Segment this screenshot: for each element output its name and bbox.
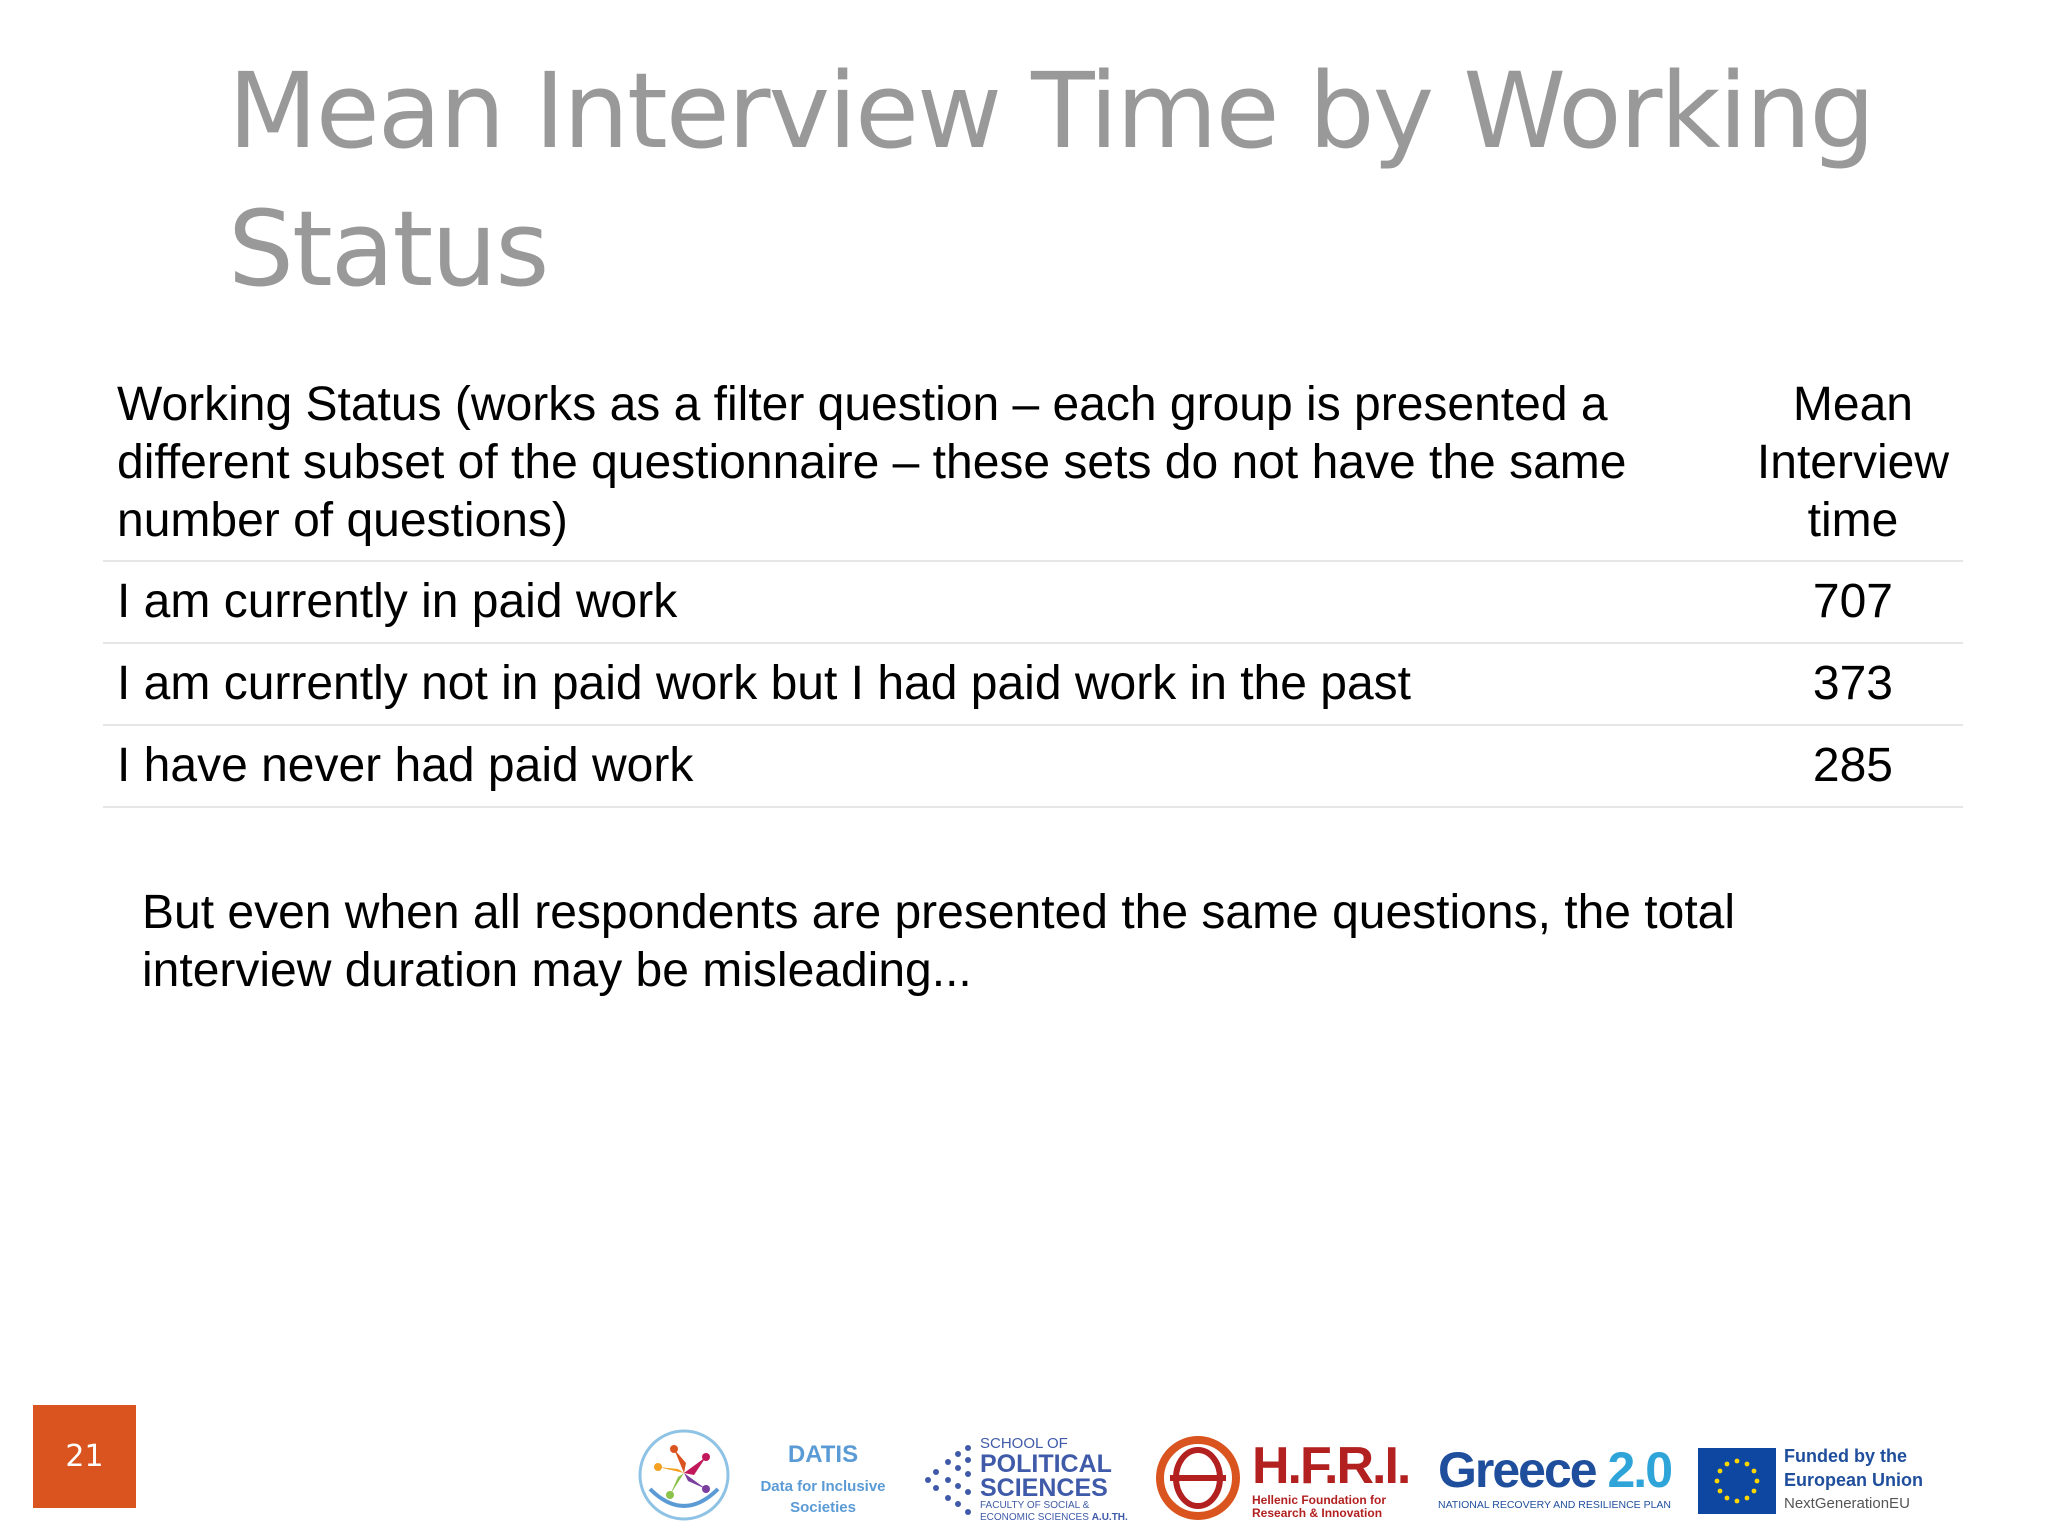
datis-tagline-1: Data for Inclusive	[760, 1478, 886, 1495]
hfri-line-1: Hellenic Foundation for	[1252, 1493, 1386, 1507]
row-mean-time: 707	[1812, 575, 1893, 628]
table-row	[103, 561, 1963, 643]
school-political-sciences-logo	[980, 1436, 1128, 1524]
dots-icon	[924, 1442, 976, 1518]
slide-note: But even when all respondents are presented the same questions, the total interview duration may be misleading...	[142, 886, 1736, 997]
header-mean-interview-time: Mean Interview time	[1756, 378, 1949, 547]
school-line-3: SCIENCES	[980, 1474, 1108, 1502]
table-row	[103, 643, 1963, 725]
table-row	[103, 725, 1963, 807]
working-status-table	[103, 372, 1963, 808]
eu-line-3: NextGenerationEU	[1784, 1495, 1910, 1512]
greece-2-0-logo	[1438, 1444, 1671, 1514]
header-working-status: Working Status (works as a filter question – each group is presented a different subset of the questionnaire – these sets do not have the same number of questions)	[117, 378, 1627, 547]
school-line-2: POLITICAL	[980, 1450, 1112, 1478]
eu-funded-logo	[1784, 1444, 1923, 1516]
greece-number: 2.0	[1607, 1442, 1672, 1498]
table-header-row	[103, 372, 1963, 561]
datis-name: DATIS	[787, 1441, 859, 1468]
datis-tagline-2: Societies	[790, 1499, 856, 1516]
row-mean-time: 285	[1812, 739, 1893, 792]
row-mean-time: 373	[1812, 657, 1893, 710]
greece-word: Greece	[1438, 1442, 1596, 1498]
hfri-name: H.F.R.I.	[1252, 1437, 1410, 1495]
eu-flag-icon	[1698, 1448, 1776, 1514]
school-line-4: FACULTY OF SOCIAL &	[980, 1500, 1090, 1511]
row-status: I am currently in paid work	[117, 575, 678, 628]
page-number-badge: 21	[33, 1405, 136, 1508]
school-line-5: ECONOMIC SCIENCES	[980, 1512, 1089, 1523]
hfri-emblem-logo	[1154, 1434, 1242, 1522]
row-status: I have never had paid work	[117, 739, 694, 792]
school-line-1: SCHOOL OF	[980, 1435, 1068, 1452]
greece-subtitle: NATIONAL RECOVERY AND RESILIENCE PLAN	[1438, 1499, 1672, 1511]
eu-line-1: Funded by the	[1784, 1446, 1907, 1466]
datis-emblem-logo	[636, 1427, 732, 1523]
eu-line-2: European Union	[1784, 1470, 1923, 1490]
hfri-logo	[1252, 1438, 1409, 1520]
datis-logo	[748, 1440, 898, 1518]
slide-title: Mean Interview Time by Working Status	[228, 50, 1874, 310]
row-status: I am currently not in paid work but I had paid work in the past	[117, 657, 1412, 710]
school-line-5b: A.U.TH.	[1091, 1512, 1128, 1523]
hfri-line-2: Research & Innovation	[1252, 1506, 1383, 1520]
